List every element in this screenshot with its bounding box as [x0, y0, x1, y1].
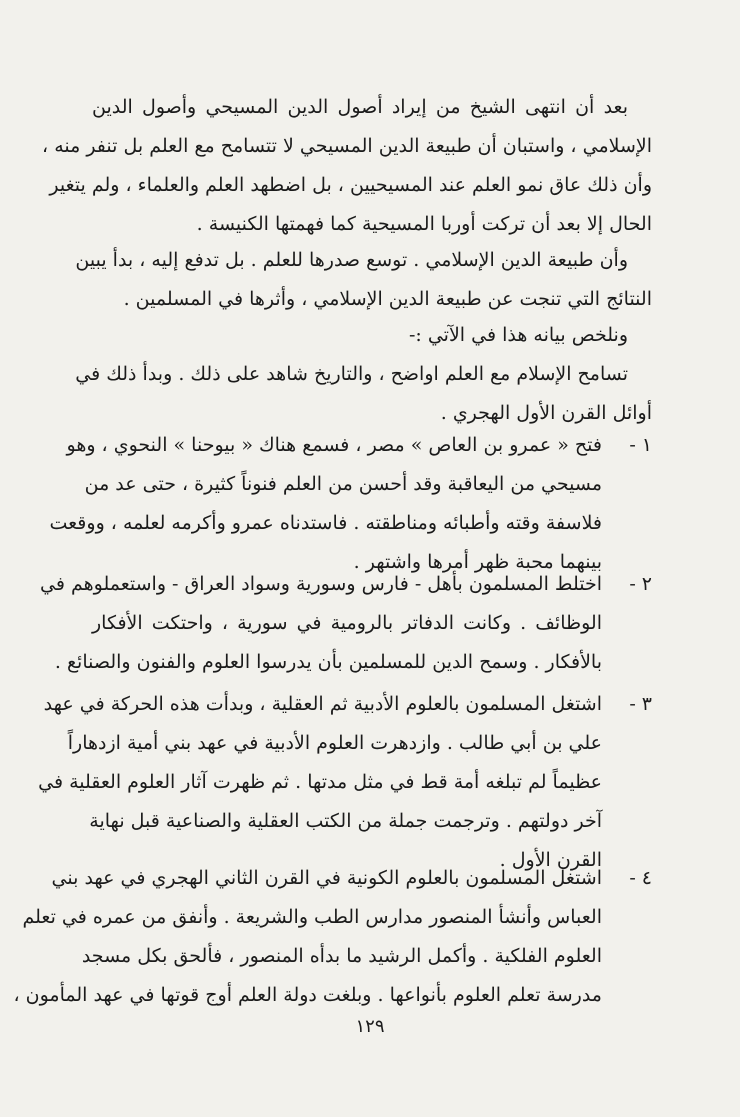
list-item-text — [49, 426, 602, 582]
text-line: علي بن أبي طالب . وازدهرت العلوم الأدبية في عهد بني أمية ازدهاراً — [67, 732, 602, 754]
text-line: ونلخص بيانه هذا في الآتي :- — [408, 324, 628, 346]
text-line: وأن ذلك عاق نمو العلم عند المسيحيين ، بل اضطهد العلم والعلماء ، ولم يتغير — [49, 174, 652, 196]
list-item-number: ٣ - — [629, 693, 652, 715]
list-item-number: ١ - — [629, 434, 652, 456]
text-line: بعد أن انتهى الشيخ من إيراد أصول الدين المسيحي وأصول الدين — [92, 96, 628, 118]
text-line: فلاسفة وقته وأطبائه ومناطقته . فاستدناه عمرو وأكرمه لعلمه ، ووقعت — [49, 512, 602, 534]
text-line: الإسلامي ، واستبان أن طبيعة الدين المسيحي لا تتسامح مع العلم بل تنفر منه ، — [42, 135, 652, 157]
text-line: القرن الأول . — [499, 849, 602, 871]
list-item-text — [38, 685, 602, 880]
text-line: أوائل القرن الأول الهجري . — [440, 402, 652, 424]
text-line: النتائج التي تنجت عن طبيعة الدين الإسلامي ، وأثرها في المسلمين . — [123, 288, 652, 310]
paragraph-islam-nature — [75, 241, 652, 319]
text-line: بينهما محبة ظهر أمرها واشتهر . — [353, 551, 602, 573]
text-line: الوظائف . وكانت الدفاتر بالرومية في سورية ، واحتكت الأفكار — [92, 612, 602, 634]
text-line: بالأفكار . وسمح الدين للمسلمين بأن يدرسوا العلوم والفنون والصنائع . — [54, 651, 602, 673]
text-line: تسامح الإسلام مع العلم اواضح ، والتاريخ شاهد على ذلك . وبدأ ذلك في — [75, 363, 628, 385]
list-item-text — [40, 565, 602, 682]
paragraph-summary-intro — [92, 316, 652, 355]
text-line: اشتغل المسلمون بالعلوم الكونية في القرن الثاني الهجري في عهد بني — [51, 867, 602, 889]
text-line: العلوم الفلكية . وأكمل الرشيد ما بدأه المنصور ، فألحق بكل مسجد — [81, 945, 602, 967]
list-item-text — [13, 859, 602, 1015]
text-line: مدرسة تعلم العلوم بأنواعها . وبلغت دولة العلم أوج قوتها في عهد المأمون ، — [13, 984, 602, 1006]
text-line: العباس وأنشأ المنصور مدارس الطب والشريعة . وأنفق من عمره في تعلم — [22, 906, 602, 928]
text-line: الحال إلا بعد أن تركت أوربا المسيحية كما فهمتها الكنيسة . — [196, 213, 652, 235]
text-line: اختلط المسلمون بأهل - فارس وسورية وسواد العراق - واستعملوهم في — [40, 573, 602, 595]
text-line: فتح « عمرو بن العاص » مصر ، فسمع هناك « بيوحنا » النحوي ، وهو — [66, 434, 602, 456]
page-number: ١٢٩ — [355, 1016, 385, 1037]
list-item-number: ٤ - — [629, 867, 652, 889]
text-line: عظيماً لم تبلغه أمة قط في مثل مدتها . ثم ظهرت آثار العلوم العقلية في — [38, 771, 602, 793]
text-line: مسيحي من اليعاقبة وقد أحسن من العلم فنوناً كثيرة ، حتى عد من — [84, 473, 602, 495]
text-line: اشتغل المسلمون بالعلوم الأدبية ثم العقلية ، وبدأت هذه الحركة في عهد — [43, 693, 602, 715]
text-line: وأن طبيعة الدين الإسلامي . توسع صدرها للعلم . بل تدفع إليه ، بدأ يبين — [75, 249, 628, 271]
paragraph-tolerance — [75, 355, 652, 433]
list-item-number: ٢ - — [629, 573, 652, 595]
paragraph-intro — [42, 88, 652, 244]
text-line: آخر دولتهم . وترجمت جملة من الكتب العقلية والصناعية قبل نهاية — [89, 810, 602, 832]
